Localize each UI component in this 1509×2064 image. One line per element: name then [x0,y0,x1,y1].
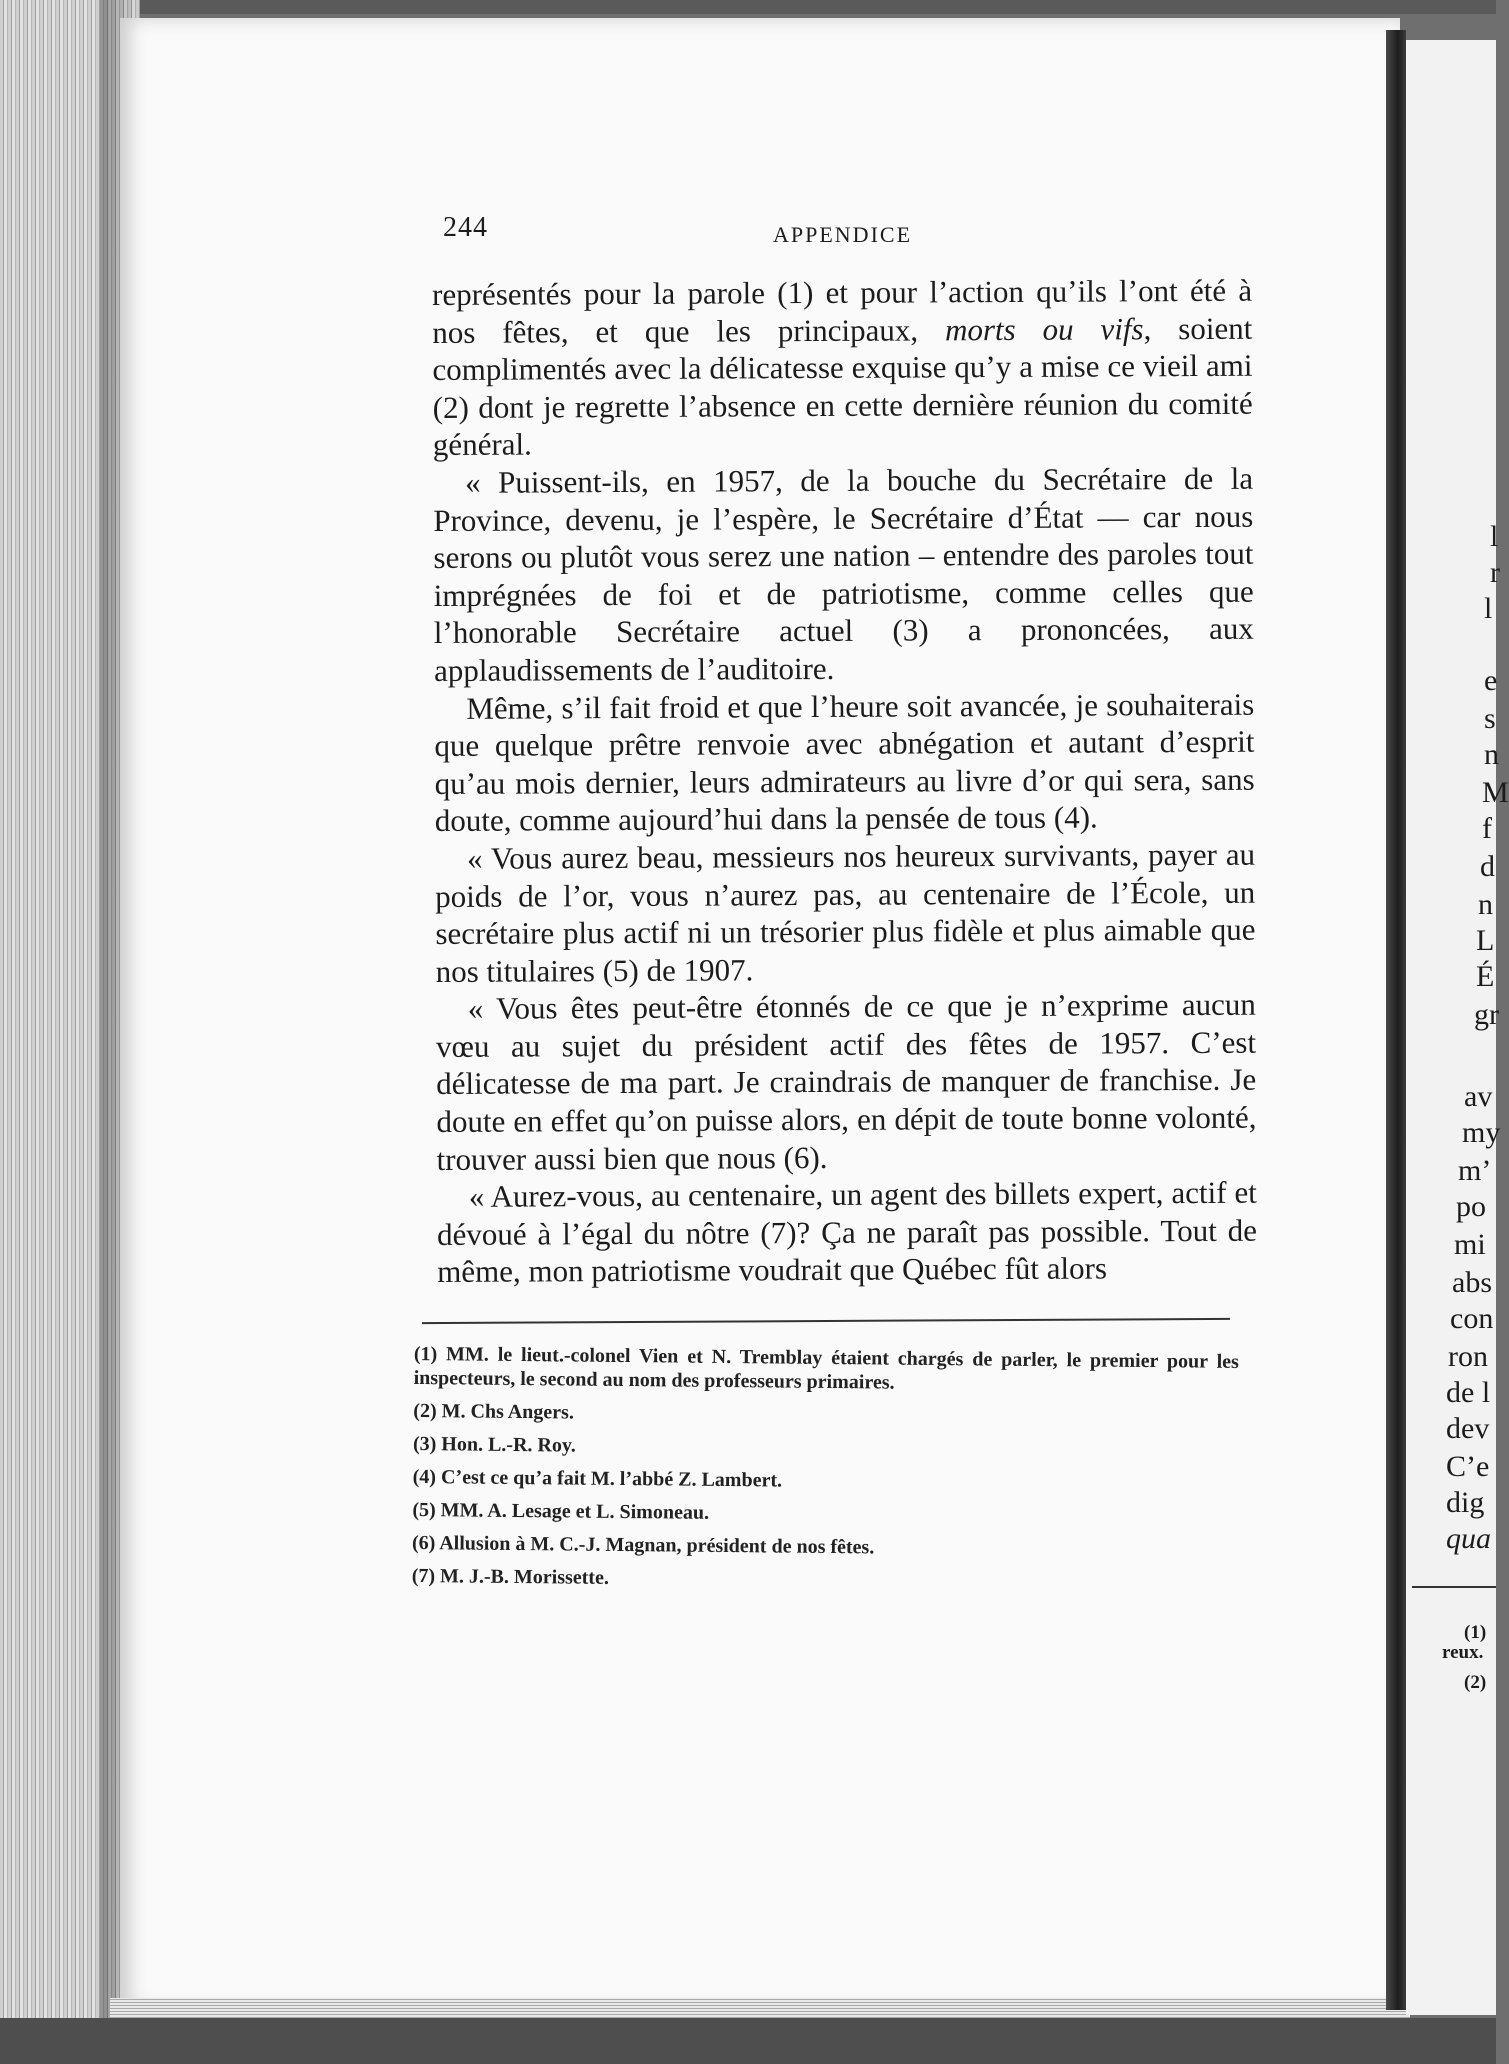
facing-page-line: n [1478,888,1493,921]
paragraph-2: « Puissent-ils, en 1957, de la bouche du Secrétaire de la Province, devenu, je l’espère, le Secrétaire d’État — car nous serons ou plutôt vous serez une nation – entendre des paroles tout imprégnées de foi et de patriotisme, comme celles que l’honorable Secrétaire actuel (3) a prononcées, aux applaudissements de l’auditoire. [433,460,1254,688]
page-stack-bottom [110,1998,1410,2020]
footnote-4: (4) C’est ce qu’a fait M. l’abbé Z. Lambert. [412,1465,783,1492]
facing-page-line: dig [1446,1486,1485,1519]
facing-page-line: f [1482,812,1492,845]
facing-page-line: gr [1474,998,1499,1031]
facing-page-line: s [1484,702,1496,735]
facing-page-divider [1412,1586,1496,1588]
facing-page-line: m’ [1458,1154,1492,1187]
footnote-3: (3) Hon. L.-R. Roy. [412,1432,576,1457]
footnote-5: (5) MM. A. Lesage et L. Simoneau. [412,1498,710,1524]
footnote-1: (1) MM. le lieut.-colonel Vien et N. Tremblay étaient chargés de parler, le premier pour les inspecteurs, le second au nom des professeurs primaires. [413,1343,1239,1394]
page-number: 244 [443,212,488,243]
facing-page-line: my [1462,1116,1501,1149]
facing-page-line: L [1476,924,1495,957]
main-text [432,272,1257,1291]
facing-page-line: con [1450,1302,1494,1335]
running-head: APPENDICE [773,222,913,247]
facing-page-line: n [1484,738,1499,771]
facing-page-line: l [1490,520,1499,553]
facing-page-line: mi [1454,1228,1486,1261]
page-header [443,212,1259,252]
footnote-2: (2) M. Chs Angers. [413,1399,574,1424]
scan-top-border [0,0,1496,14]
facing-page-line: abs [1452,1266,1492,1299]
paragraph-4: « Vous aurez beau, messieurs nos heureux survivants, payer au poids de l’or, vous n’aurez pas, au centenaire de l’École, un secrétaire plus actif ni un trésorier plus fidèle et plus aimable que nos titulaires (5) de 1907. [435,836,1256,989]
paragraph-6: « Aurez-vous, au centenaire, un agent des billets expert, actif et dévoué à l’égal du nôtre (7)? Ça ne paraît pas possible. Tout de même, mon patriotisme voudrait que Québec fût alors [436,1174,1258,1290]
facing-page-line: r [1490,556,1500,589]
paragraph-5: « Vous êtes peut-être étonnés de ce que je n’exprime aucun vœu au sujet du président actif des fêtes de 1957. C’est délicatesse de ma part. Je craindrais de manquer de franchise. Je doute en effet qu’on puisse alors, en dépit de toute bonne volonté, trouver aussi bien que nous (6). [435,986,1257,1177]
footnote-7: (7) M. J.-B. Morissette. [411,1564,610,1589]
facing-page-line: ron [1448,1340,1488,1373]
facing-page-line: e [1484,664,1498,697]
paragraph-1: représentés pour la parole (1) et pour l’action qu’ils l’ont été à nos fêtes, et que les principaux, morts ou vifs, soient complimentés avec la délicatesse exquise qu’y a mise ce vieil ami (2) dont je regrette l’absence en cette dernière réunion du comité général. [432,272,1253,463]
book-gutter [1386,30,1406,2010]
facing-page-line: M [1482,776,1509,809]
facing-page-footnote: (1) [1464,1622,1487,1643]
facing-page-line: dev [1446,1412,1490,1445]
facing-page-line: av [1464,1080,1493,1113]
italic-phrase: morts ou vifs [944,310,1144,347]
facing-page-line: d [1480,850,1495,883]
facing-page-line: É [1476,960,1495,993]
facing-page-footnote: reux. [1442,1642,1484,1663]
facing-page-line: C’e [1446,1450,1490,1483]
facing-page-line: qua [1446,1522,1491,1555]
facing-page-footnote: (2) [1464,1672,1487,1693]
scan-bottom-border [0,2018,1496,2064]
facing-page-line: de l [1446,1376,1491,1409]
footnote-6: (6) Allusion à M. C.-J. Magnan, président de nos fêtes. [411,1531,875,1559]
paragraph-3: Même, s’il fait froid et que l’heure soit avancée, je souhaiterais que quelque prêtre renvoie avec abnégation et autant d’esprit qu’au mois dernier, leurs admirateurs au livre d’or qui sera, sans doute, comme aujourd’hui dans la pensée de tous (4). [434,686,1255,839]
footnotes [412,1342,1239,1605]
facing-page-line: po [1456,1190,1486,1223]
facing-page-line: l [1484,592,1493,625]
